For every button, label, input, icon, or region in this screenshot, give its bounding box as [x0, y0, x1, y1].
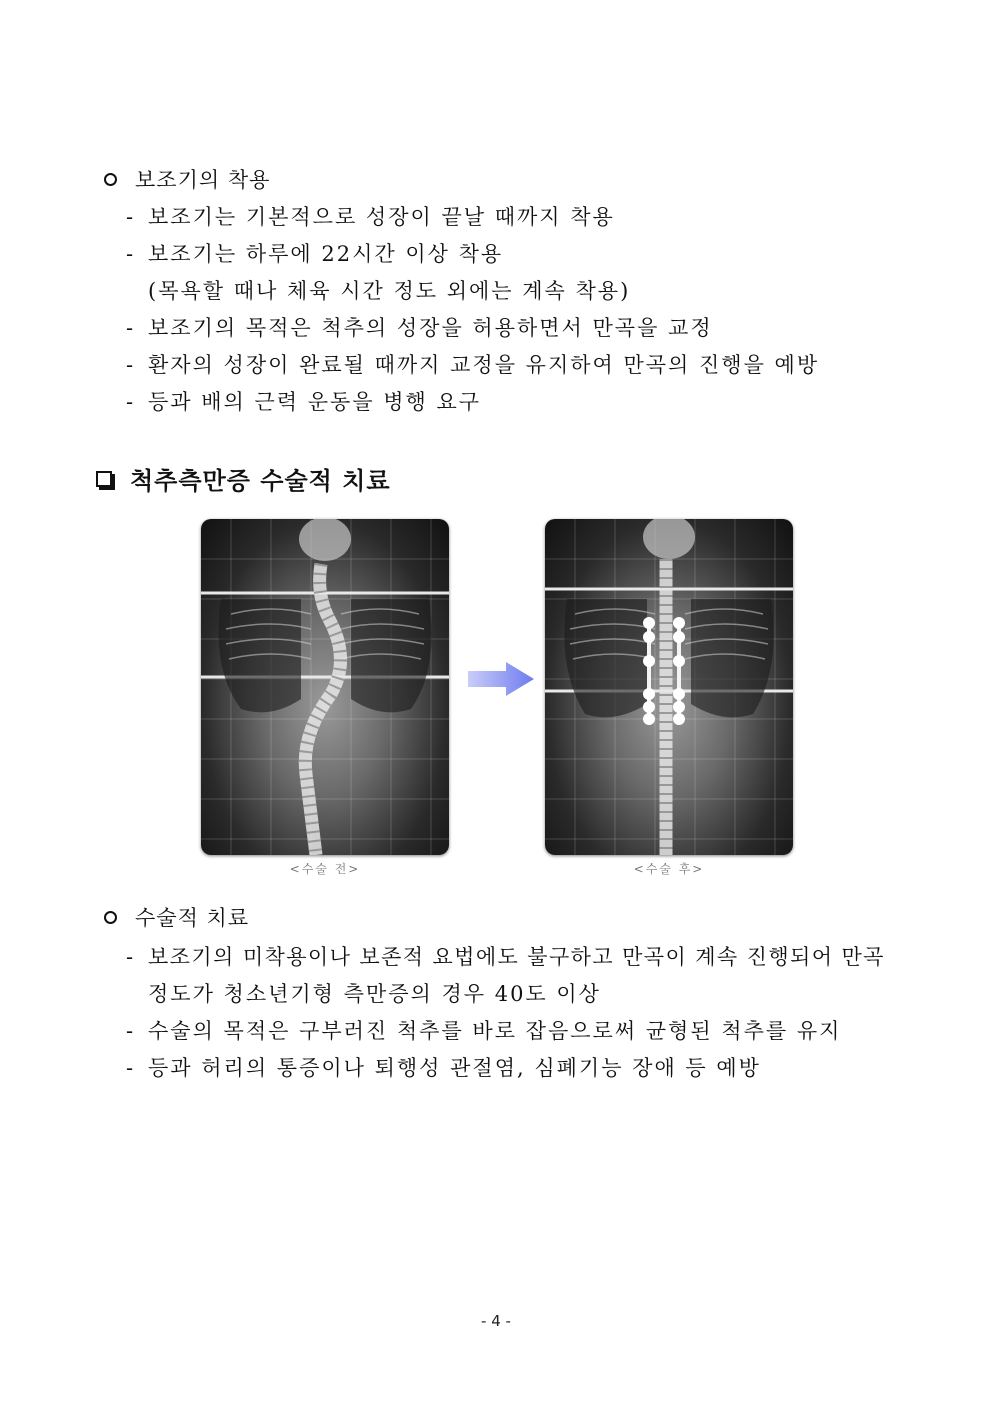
brace-item: - 보조기는 기본적으로 성장이 끝날 때까지 착용 — [126, 205, 615, 229]
surgery-item: - 수술의 목적은 구부러진 척추를 바로 잡음으로써 균형된 척추를 유지 — [126, 1019, 842, 1043]
xray-before-image — [201, 519, 449, 855]
xray-after-image — [545, 519, 793, 855]
xray-after-caption: <수술 후> — [633, 862, 705, 876]
circle-bullet-icon — [104, 911, 117, 924]
brace-item: - 보조기의 목적은 척추의 성장을 허용하면서 만곡을 교정 — [126, 316, 713, 340]
brace-item-continuation: (목욕할 때나 체육 시간 정도 외에는 계속 착용) — [148, 279, 631, 303]
surgery-item-continuation: 정도가 청소년기형 측만증의 경우 40도 이상 — [148, 982, 601, 1006]
surgery-item: - 등과 허리의 통증이나 퇴행성 관절염, 심폐기능 장애 등 예방 — [126, 1056, 761, 1080]
brace-item: - 보조기는 하루에 22시간 이상 착용 — [126, 242, 504, 266]
brace-heading — [104, 164, 270, 194]
circle-bullet-icon — [104, 173, 117, 186]
surgery-item: - 보조기의 미착용이나 보존적 요법에도 불구하고 만곡이 계속 진행되어 만곡 — [126, 945, 885, 969]
section-title: 척추측만증 수술적 치료 — [96, 461, 391, 496]
surgery-heading-text: 수술적 치료 — [135, 906, 250, 930]
brace-heading-text: 보조기의 착용 — [135, 168, 271, 192]
xray-before-caption: <수술 전> — [289, 862, 361, 876]
arrow-right-icon — [466, 660, 536, 698]
brace-item: - 등과 배의 근력 운동을 병행 요구 — [126, 390, 482, 414]
page-number: - 4 - — [481, 1312, 511, 1330]
square-bullet-icon — [96, 471, 112, 487]
brace-item: - 환자의 성장이 완료될 때까지 교정을 유지하여 만곡의 진행을 예방 — [126, 353, 820, 377]
surgery-heading — [104, 902, 249, 932]
